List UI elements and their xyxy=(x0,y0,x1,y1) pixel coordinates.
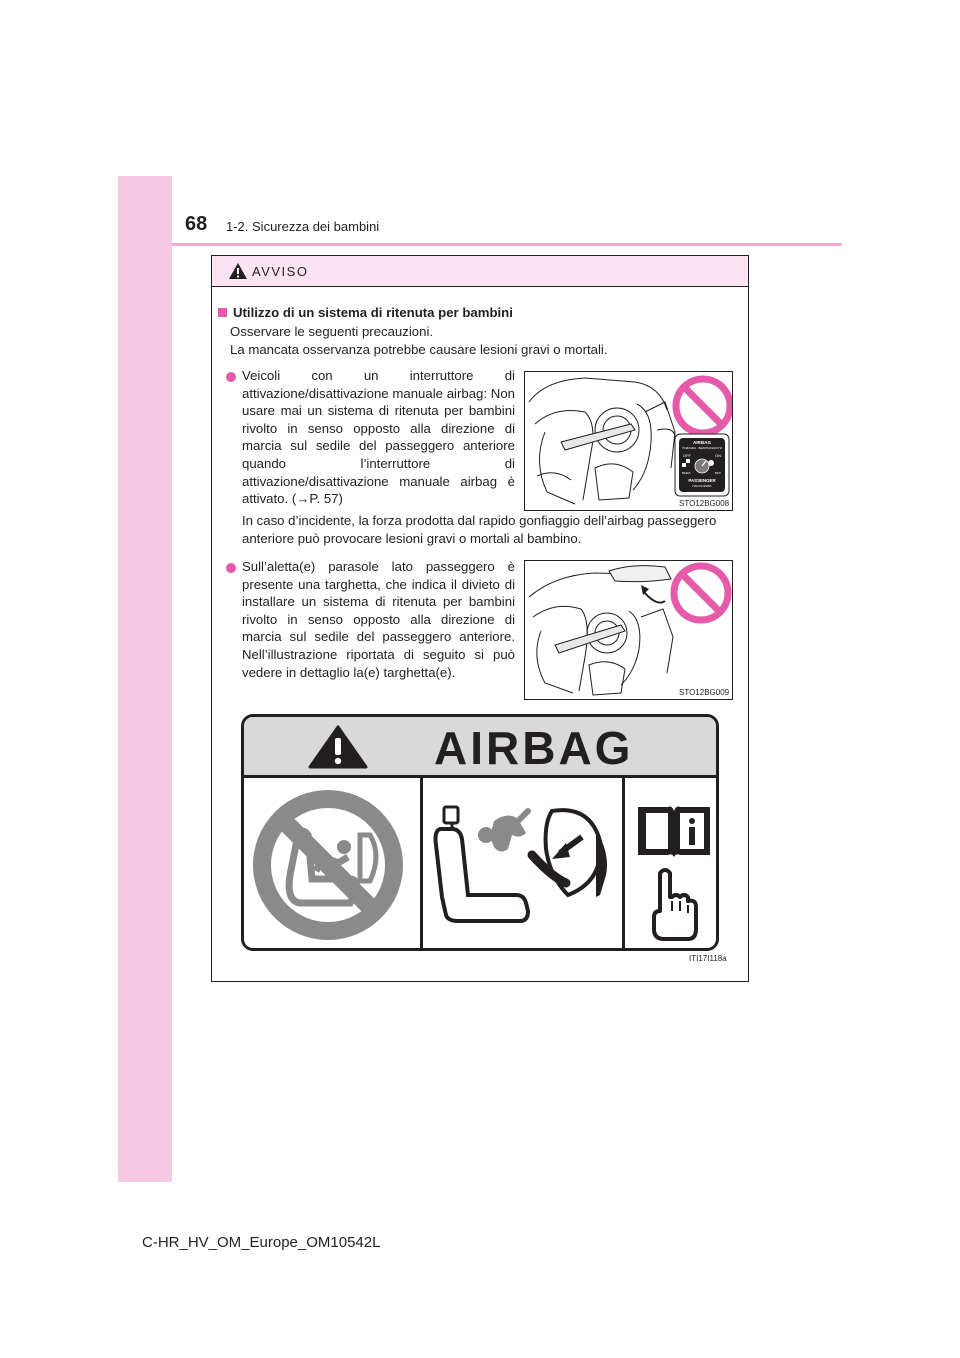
svg-text:PASSENGER: PASSENGER xyxy=(688,478,716,483)
svg-text:ПАССАЖИРА: ПАССАЖИРА xyxy=(692,484,712,488)
airbag-deploy-hazard-icon xyxy=(428,785,618,947)
figure-code-1: STO12BG008 xyxy=(679,499,730,508)
bullet-dot-icon xyxy=(226,563,236,573)
figure-sun-visor xyxy=(524,560,733,700)
page-number: 68 xyxy=(185,213,208,235)
label-divider xyxy=(622,775,625,951)
header-rule xyxy=(172,243,842,246)
bullet1-continuation: In caso d’incidente, la forza prodotta dal rapido gonfiaggio dell’airbag passeggero anteriore può provocare lesioni gravi o mortali al bambino. xyxy=(242,513,717,546)
warning-heading: Utilizzo di un sistema di ritenuta per bambini xyxy=(218,304,513,322)
car-interior-switch-illustration xyxy=(525,372,732,510)
airbag-warning-label xyxy=(241,714,719,951)
warning-title: AVVISO xyxy=(252,264,309,279)
page-sidebar-tab xyxy=(118,176,172,1182)
label-divider xyxy=(420,775,423,951)
footer-doc-code: C-HR_HV_OM_Europe_OM10542L xyxy=(142,1234,381,1251)
read-manual-icon xyxy=(632,789,716,945)
warning-header xyxy=(212,256,748,287)
figure-airbag-switch xyxy=(524,371,733,511)
svg-text:ПОДУШКА · БЕЗОПАСНОСТИ: ПОДУШКА · БЕЗОПАСНОСТИ xyxy=(682,446,722,450)
label-title: AIRBAG xyxy=(434,722,634,774)
svg-text:ON: ON xyxy=(715,453,721,458)
intro-line-2: La mancata osservanza potrebbe causare lesioni gravi o mortali. xyxy=(230,342,608,357)
intro-line-1: Osservare le seguenti precauzioni. xyxy=(230,324,434,339)
car-interior-visor-illustration xyxy=(525,561,732,699)
svg-text:OFF: OFF xyxy=(683,453,691,458)
svg-text:AIRBAG: AIRBAG xyxy=(692,440,712,445)
bullet2-text: Sull’aletta(e) parasole lato passeggero è presente una targhetta, che indica il divieto di installare un sistema di ritenuta per bambini rivolto in senso opposto alla direzione di marcia sul sedile del passeggero anteriore. Nell’illustrazione riportata di seguito si può vedere in dettaglio la(e) targhetta(e). xyxy=(242,559,515,680)
label-header xyxy=(244,717,716,778)
section-title: 1-2. Sicurezza dei bambini xyxy=(226,219,380,234)
bullet1-text: Veicoli con un interruttore di attivazione/disattivazione manuale airbag: Non usare mai un sistema di ritenuta per bambini rivolto in senso opposto alla direzione di marcia sul sedile del passeggero anteriore quando l’interruttore di attivazione/disattivazione manuale airbag è attivato. (→P. 57) xyxy=(242,368,515,507)
no-rear-facing-child-seat-icon xyxy=(252,783,412,945)
figure-code-2: STO12BG009 xyxy=(679,688,730,697)
svg-text:ВКЛ: ВКЛ xyxy=(715,471,721,475)
figure-code-3: ITI17I118a xyxy=(689,954,727,963)
warning-triangle-icon xyxy=(229,263,247,279)
warning-triangle-icon xyxy=(308,725,368,769)
bullet-dot-icon xyxy=(226,372,236,382)
svg-text:ВЫКЛ: ВЫКЛ xyxy=(682,471,691,475)
square-bullet-icon xyxy=(218,308,227,317)
